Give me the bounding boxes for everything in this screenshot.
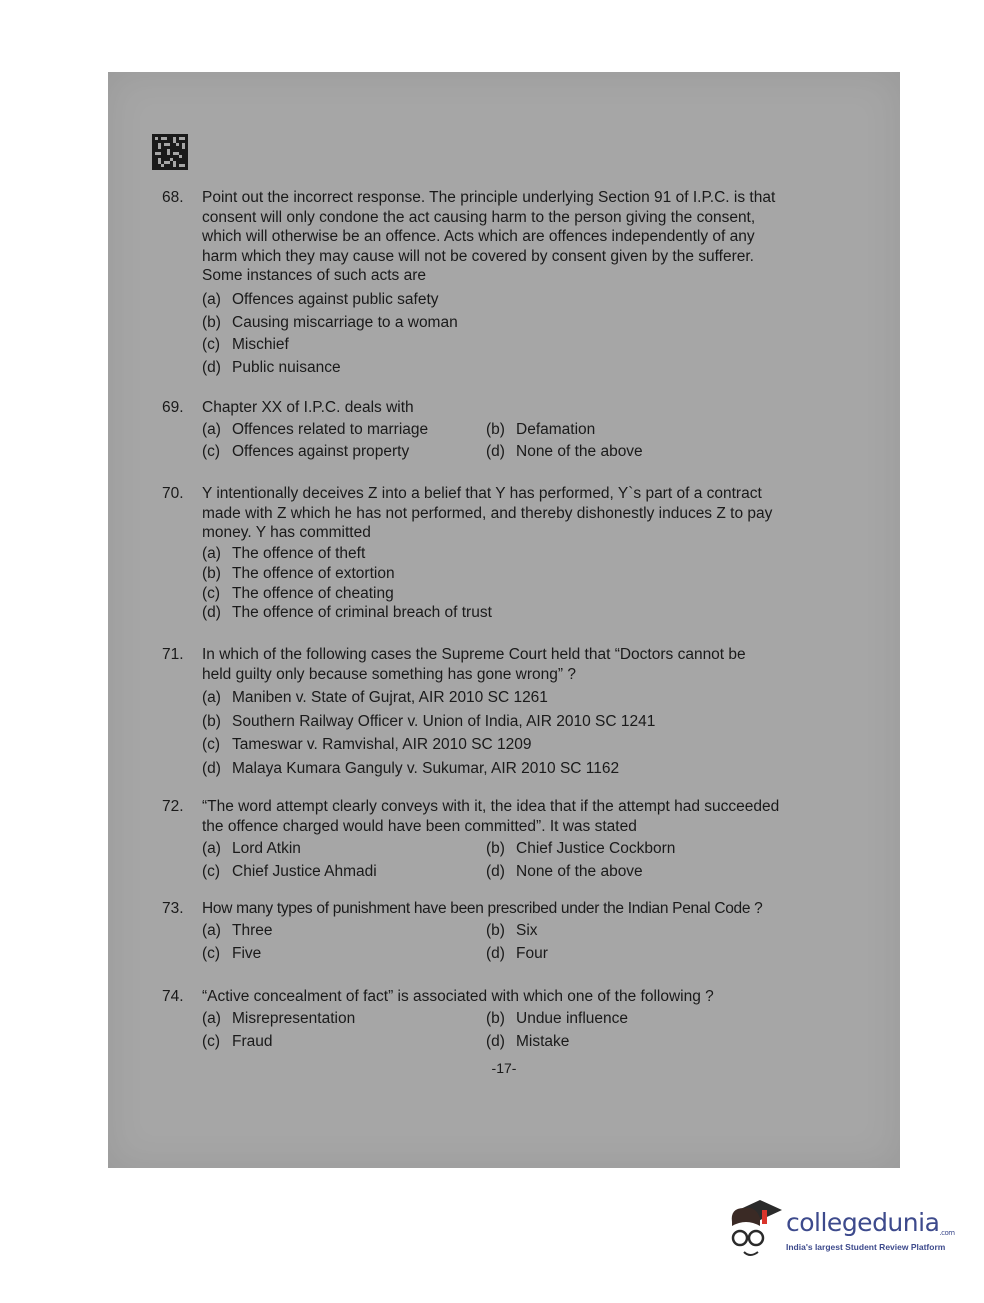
question-number: 71. <box>162 646 184 663</box>
question-line: “Active concealment of fact” is associated with which one of the following ? <box>202 988 714 1005</box>
page-number: -17- <box>491 1060 517 1076</box>
option-c: (c) Fraud <box>202 1033 273 1050</box>
option-a: (a) Offences related to marriage <box>202 421 429 438</box>
option-c: (c) The offence of cheating <box>202 584 394 602</box>
question-line: Some instances of such acts are <box>202 267 427 284</box>
option-d: (d) Malaya Kumara Ganguly v. Sukumar, AIR 2010 SC 1162 <box>202 759 620 777</box>
question-text <box>202 398 812 418</box>
question-line: Chapter XX of I.P.C. deals with <box>202 399 414 416</box>
option-c: (c) Mischief <box>202 336 289 353</box>
option-a: (a) Maniben v. State of Gujrat, AIR 2010 SC 1261 <box>202 689 548 706</box>
option-c: (c) Chief Justice Ahmadi <box>202 863 377 880</box>
question-line: made with Z which he has not performed, and thereby dishonestly induces Z to pay <box>202 504 773 522</box>
option-b: (b) Defamation <box>486 421 596 438</box>
collegedunia-logo <box>726 1196 956 1260</box>
question-line: “The word attempt clearly conveys with it, the idea that if the attempt had succeeded <box>202 798 780 815</box>
option-a: (a) The offence of theft <box>202 545 366 562</box>
option-b: (b) Southern Railway Officer v. Union of India, AIR 2010 SC 1241 <box>202 712 656 730</box>
option-d: (d) None of the above <box>486 443 643 460</box>
scanned-page <box>108 72 900 1168</box>
question-text <box>202 797 812 836</box>
brand-name: collegedunia.com <box>786 1208 955 1237</box>
option-b: (b) Chief Justice Cockborn <box>486 840 676 857</box>
option-a: (a) Misrepresentation <box>202 1010 356 1027</box>
graduate-mascot-icon <box>726 1196 784 1260</box>
question-line: How many types of punishment have been prescribed under the Indian Penal Code ? <box>202 900 763 917</box>
question-line: the offence charged would have been committed”. It was stated <box>202 817 637 835</box>
question-line: money. Y has committed <box>202 524 371 541</box>
brand-tagline: India's largest Student Review Platform <box>786 1242 946 1252</box>
question-text <box>202 188 812 286</box>
option-c: (c) Five <box>202 945 262 962</box>
option-list <box>202 686 655 780</box>
question-line: Point out the incorrect response. The principle underlying Section 91 of I.P.C. is that <box>202 189 776 206</box>
question-line: held guilty only because something has gone wrong” ? <box>202 665 576 683</box>
option-c: (c) Offences against property <box>202 443 410 460</box>
question-line: Y intentionally deceives Z into a belief that Y has performed, Y`s part of a contract <box>202 485 762 502</box>
question-text <box>202 987 812 1007</box>
question-number: 69. <box>162 399 184 416</box>
question-text <box>202 484 812 543</box>
question-number: 73. <box>162 900 184 917</box>
question-line: harm which they may cause will not be covered by consent given by the sufferer. <box>202 247 754 265</box>
question-number: 74. <box>162 988 184 1005</box>
option-b: (b) Six <box>486 922 538 939</box>
qr-code-icon <box>152 134 188 170</box>
option-list <box>202 544 492 623</box>
question-number: 70. <box>162 485 184 502</box>
question-line: which will otherwise be an offence. Acts which are offences independently of any <box>202 228 755 245</box>
question-line: consent will only condone the act causing harm to the person giving the consent, <box>202 208 756 226</box>
option-list <box>202 289 458 379</box>
question-number: 72. <box>162 798 184 815</box>
question-text <box>202 899 842 919</box>
option-d: (d) Four <box>486 945 548 962</box>
option-b: (b) Undue influence <box>486 1010 629 1027</box>
question-text <box>202 645 812 684</box>
option-c: (c) Tameswar v. Ramvishal, AIR 2010 SC 1209 <box>202 736 532 753</box>
question-line: In which of the following cases the Supreme Court held that “Doctors cannot be <box>202 646 746 663</box>
option-a: (a) Three <box>202 922 273 939</box>
option-d: (d) Mistake <box>486 1033 570 1050</box>
option-d: (d) None of the above <box>486 863 643 880</box>
option-b: (b) The offence of extortion <box>202 564 395 582</box>
option-b: (b) Causing miscarriage to a woman <box>202 313 458 331</box>
question-number: 68. <box>162 189 184 206</box>
option-a: (a) Offences against public safety <box>202 291 439 308</box>
option-a: (a) Lord Atkin <box>202 840 301 857</box>
option-d: (d) The offence of criminal breach of trust <box>202 604 492 622</box>
option-d: (d) Public nuisance <box>202 358 341 376</box>
